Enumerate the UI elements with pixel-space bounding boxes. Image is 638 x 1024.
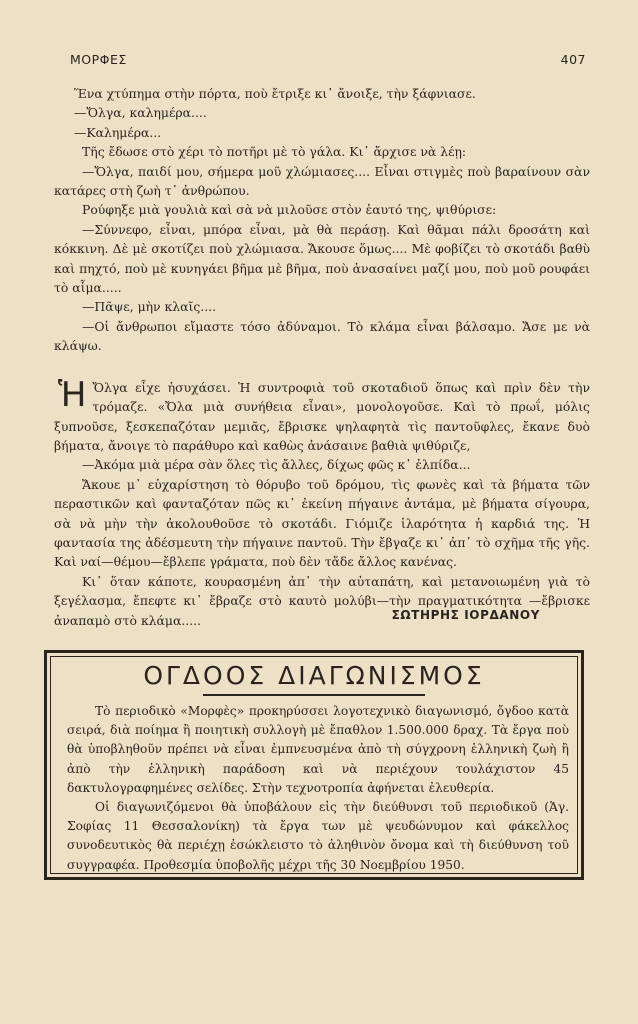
story-paragraph: —Ὄλγα, παιδί μου, σήμερα μοῦ χλώμιασες.... Εἶναι στιγμὲς ποὺ βαραίνουν σὰν κατάρες στὴ ζωὴ τ᾽ ἀνθρώπου. [54, 163, 590, 199]
story-paragraph: —Οἱ ἄνθρωποι εἴμαστε τόσο ἀδύναμοι. Τὸ κλάμα εἶναι βάλσαμο. Ἄσε με νὰ κλάψω. [54, 318, 590, 354]
story-paragraph: Ἕνα χτύπημα στὴν πόρτα, ποὺ ἔτριξε κι᾽ ἄνοιξε, τὴν ξάφνιασε. [74, 86, 476, 101]
story-paragraph: —Καλημέρα... [74, 124, 162, 140]
competition-notice-box [44, 650, 584, 880]
notice-paragraph: Τὸ περιοδικὸ «Μορφὲς» προκηρύσσει λογοτεχνικὸ διαγωνισμό, ὄγδοο κατὰ σειρά, διὰ ποίημα ἢ ποιητικὴ συλλογὴ μὲ ἔπαθλον 1.500.000 δραχ. Τὰ ἔργα ποὺ θὰ ὑποβληθοῦν πρέπει νὰ εἶναι ἐμπνευσμένα ἀπὸ τὴ σύγχρονη ἑλληνικὴ ζωὴ ἢ ἀπὸ τὴν ἑλληνικὴ παράδοση καὶ νὰ περιέχουν τουλάχιστον 45 δακτυλογραφημένες σελίδες. Στὴν τεχνοτροπία ἀφήνεται ἐλευθερία. [67, 704, 569, 795]
story-paragraph [54, 374, 590, 456]
section-gap [54, 356, 590, 378]
title-underline [203, 694, 425, 696]
story-paragraph: —Πᾶψε, μὴν κλαῖς.... [82, 299, 217, 315]
story-paragraph: Ἄκουε μ᾽ εὐχαρίστηση τὸ θόρυβο τοῦ δρόμου, τὶς φωνὲς καὶ τὰ βήματα τῶν περαστικῶν καὶ φανταζόταν πῶς κι᾽ ἐκείνη πήγαινε ἀντάμα, μὲ βήματα σίγουρα, σὰ νὰ μὴν τὴν ἀκολουθοῦσε τὸ σκοτάδι. Γιόμιζε ἱλαρότητα ἡ καρδιά της. Ἡ φαντασία της ἀδέσμευτη τὴν πήγαινε παντοῦ. Τὴν ἔβγαζε κι᾽ ἀπ᾽ τὸ σχῆμα τῆς γῆς. Καὶ ναί—θέμου—ἔβλεπε γράματα, ποὺ δὲν τἄδε ἄλλος κανένας. [54, 476, 590, 570]
dropcap-paragraph-text: Ὄλγα εἶχε ἡσυχάσει. Ἡ συντροφιὰ τοῦ σκοταδιοῦ ὅπως καὶ πρὶν δὲν τὴν τρόμαζε. «Ὄλα μιὰ συνήθεια εἶναι», μονολογοῦσε. Καὶ τὸ πρωΐ, μόλις ξυπνοῦσε, ξεσκεπαζόταν μεμιᾶς, ἔβρισκε ψηλαφητὰ τὶς παντοῦφλες, ἔκανε δυὸ βήματα, ἄνοιγε τὸ παράθυρο καὶ καθὼς ἀνάσαινε βαθιὰ ψιθύριζε, [54, 379, 590, 453]
story-text [54, 84, 590, 630]
drop-cap: Ἡ [58, 374, 87, 415]
story-paragraph: Κι᾽ ὅταν κάποτε, κουρασμένη ἀπ᾽ τὴν αὐταπάτη, καὶ μετανοιωμένη γιὰ τὸ ξεγέλασμα, ἔπεφτε κι᾽ ἔβραζε στὸ καυτὸ μολύβι—τὴν πραγματικότητα —ἔβρισκε ἀναπαμὸ στὸ κλάμα..... [54, 573, 590, 628]
story-paragraph: —Ὄλγα, καλημέρα.... [74, 105, 207, 121]
notice-title: ΟΓΔΟΟΣ ΔΙΑΓΩΝΙΣΜΟΣ [143, 661, 485, 690]
journal-name: ΜΟΡΦΕΣ [70, 52, 127, 67]
story-paragraph: Τῆς ἔδωσε στὸ χέρι τὸ ποτῆρι μὲ τὸ γάλα. Κι᾽ ἄρχισε νὰ λέῃ: [82, 144, 467, 160]
notice-paragraph: Οἱ διαγωνιζόμενοι θὰ ὑποβάλουν εἰς τὴν διεύθυνσι τοῦ περιοδικοῦ (Ἁγ. Σοφίας 11 Θεσσαλονίκη) τὰ ἔργα των μὲ ψευδώνυμον καὶ φάκελλος συνοδευτικὸς θὰ περιέχῃ ἐσώκλειστο τὸ ἀληθινὸν ὄνομα καὶ τὴ διεύθυνση τοῦ συγγραφέα. Προθεσμία ὑποβολῆς μέχρι τῆς 30 Νοεμβρίου 1950. [67, 800, 569, 872]
author-signature: ΣΩΤΗΡΗΣ ΙΟΡΔΑΝΟΥ [391, 608, 540, 622]
page-number: 407 [560, 52, 586, 67]
story-paragraph: —Ἀκόμα μιὰ μέρα σὰν ὅλες τὶς ἄλλες, δίχως φῶς κ᾽ ἐλπίδα... [82, 457, 471, 473]
running-header [70, 52, 586, 67]
story-paragraph: —Σύννεφο, εἶναι, μπόρα εἶναι, μὰ θὰ περάσῃ. Καὶ θᾶμαι πάλι δροσάτη καὶ κόκκινη. Δὲ μὲ σκοτίζει ποὺ χλώμιασα. Ἄκουσε ὅμως.... Μὲ φοβίζει τὸ σκοτάδι βαθὺ καὶ πηχτό, ποὺ μὲ κυνηγάει βῆμα μὲ βῆμα, ποὺ ἀνασαίνει μαζί μου, ποὺ μοῦ ρουφάει τὸ αἷμα..... [54, 221, 590, 296]
notice-body [47, 702, 581, 875]
story-paragraph: Ρούφηξε μιὰ γουλιὰ καὶ σὰ νὰ μιλοῦσε στὸν ἑαυτό της, ψιθύρισε: [82, 202, 497, 218]
